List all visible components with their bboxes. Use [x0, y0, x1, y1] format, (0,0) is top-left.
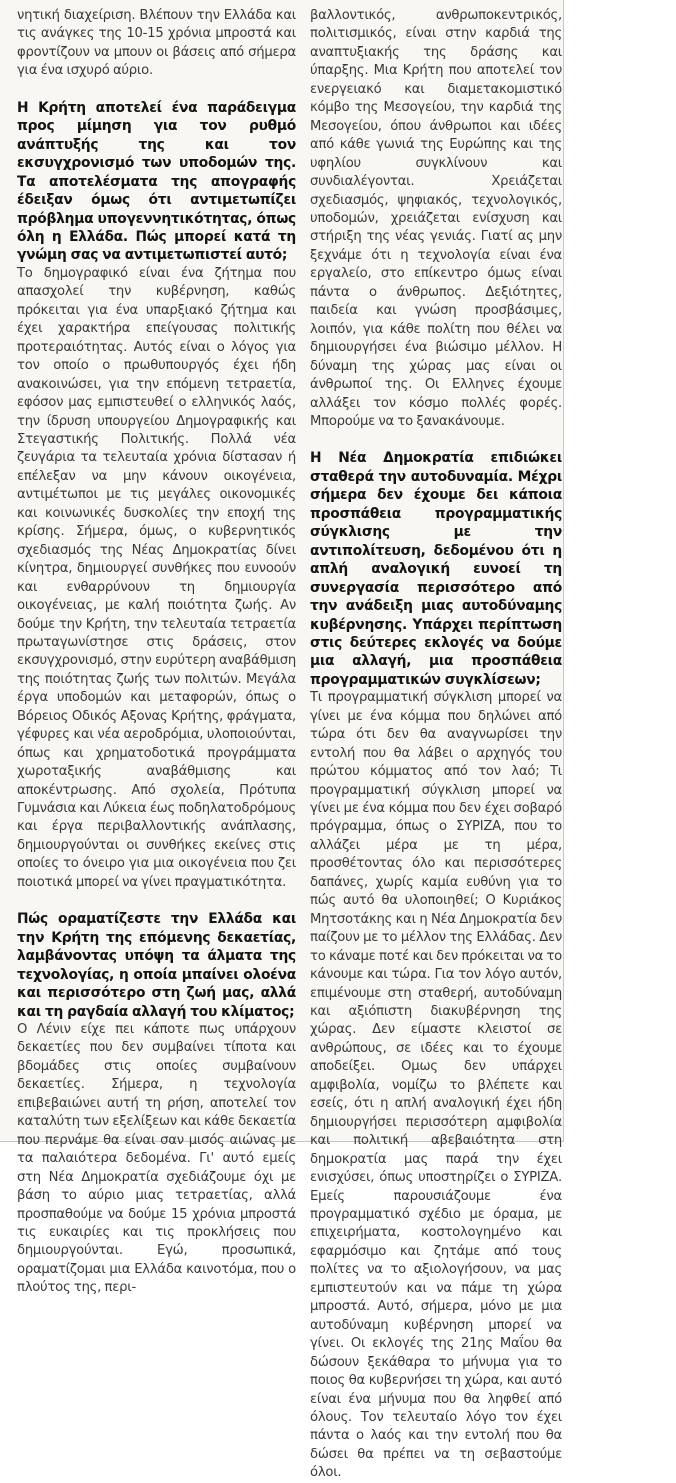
- text-column-left: [17, 7, 296, 1483]
- interview-answer-continuation: βαλλοντικός, ανθρωποκεντρικός, πολιτισμικός, είναι στην καρδιά της αναπτυξιακής της δράσης και ύπαρξης. Μια Κρήτη που αποτελεί τον ενεργειακό και διαμετακομιστικό κόμβο της Μεσογείου, την καρδιά της Μεσογείου, όπου άνθρωποι και ιδέες από κάθε γωνιά της Ευρώπης και της υφηλίου συγκλίνουν και συνδιαλέγονται. Χρειάζεται σχεδιασμός, ψηφιακός, τεχνολογικός, υποδομών, χρειάζεται ενίσχυση και στήριξη της νέας γενιάς. Γιατί ας μην ξεχνάμε ότι η τεχνολογία είναι ένα εργαλείο, στο επίκεντρο όμως είναι πάντα ο άνθρωπος. Δεξιότητες, παιδεία και γνώση προσβάσιμες, λοιπόν, για κάθε πολίτη που θέλει να δημιουργήσει ένα βιώσιμο μέλλον. Η δύναμη της χώρας μας είναι οι άνθρωποί της. Οι Ελληνες έχουμε αλλάξει τον κόσμο πολλές φορές. Μπορούμε να το ξανακάνουμε.: [310, 8, 562, 429]
- interview-question: Η Κρήτη αποτελεί ένα παράδειγμα προς μίμηση για τον ρυθμό ανάπτυξής της και τον εκσυγχρονισμό των υποδομών της. Τα αποτελέσματα της απογραφής έδειξαν όμως ότι αντιμετωπίζει πρόβλημα υπογεννητικότητας, όπως όλη η Ελλάδα. Πώς μπορεί κατά τη γνώμη σας να αντιμετωπιστεί αυτό;: [17, 99, 296, 264]
- interview-question: Πώς οραματίζεστε την Ελλάδα και την Κρήτη της επόμενης δεκαετίας, λαμβάνοντας υπόψη τα άλματα της τεχνολογίας, η οποία μπαίνει ολοένα και περισσότερο στη ζωή μας, αλλά και τη ραγδαία αλλαγή του κλίματος;: [17, 911, 296, 1020]
- interview-answer: Ο Λένιν είχε πει κάποτε πως υπάρχουν δεκαετίες που δεν συμβαίνει τίποτα και βδομάδες στις οποίες συμβαίνουν δεκαετίες. Σήμερα, η τεχνολογία επιβεβαιώνει αυτή τη ρήση, αποτελεί τον καταλύτη των εξελίξεων και κάθε δεκαετία που περνάμε θα είναι σαν μισός αιώνας με τα παλαιότερα δεδομένα. Γι' αυτό εμείς στη Νέα Δημοκρατία σχεδιάζουμε όχι με βάση το αύριο μιας τετραετίας, αλλά προσπαθούμε να δούμε 15 χρόνια μπροστά τις ευκαιρίες και τις προκλήσεις που δημιουργούνται. Εγώ, προσωπικά, οραματίζομαι μια Ελλάδα καινοτόμα, που ο πλούτος της, περι-: [17, 1022, 296, 1296]
- interview-answer: Το δημογραφικό είναι ένα ζήτημα που απασχολεί την κυβέρνηση, καθώς πρόκειται για ένα υπαρξιακό ζήτημα και έχει χαρακτήρα επείγουσας πολιτικής προτεραιότητας. Αυτός είναι ο λόγος για τον οποίο ο πρωθυπουργός έχει ήδη ανακοινώσει, για την επόμενη τετραετία, εφόσον μας εμπιστευθεί ο ελληνικός λαός, την ίδρυση υπουργείου Δημογραφικής και Στεγαστικής Πολιτικής. Πολλά νέα ζευγάρια τα τελευταία χρόνια δίστασαν ή επέλεξαν να μην κάνουν οικογένεια, αντιμέτωποι με τις μεγάλες οικονομικές και κοινωνικές δυσκολίες την εποχή της κρίσης. Σήμερα, όμως, ο κυβερνητικός σχεδιασμός της Νέας Δημοκρατίας δίνει κίνητρα, δημιουργεί συνθήκες που ευνοούν και ενθαρρύνουν τη δημιουργία οικογένειας, με καλή ποιότητα ζωής. Αν δούμε την Κρήτη, την τελευταία τετραετία πρωταγωνίστησε στις δράσεις, στον εκσυγχρονισμό, στην ευρύτερη αναβάθμιση της ποιότητας ζωής των πολιτών. Μεγάλα έργα υποδομών και μεταφορών, όπως ο Βόρειος Οδικός Αξονας Κρήτης, φράγματα, γέφυρες και νέα αεροδρόμια, υλοποιούνται, όπως και χρηματοδοτικά προγράμματα χωροταξικής αναβάθμισης και αποκέντρωσης. Από σχολεία, Πρότυπα Γυμνάσια και Λύκεια έως ποδηλατοδρόμους και έργα περιβαλλοντικής ανάπλασης, δημιουργούνται οι συνθήκες εκείνες στις οποίες το όνειρο για μια οικογένεια που ζει ποιοτικά μπορεί να γίνει πραγματικότητα.: [17, 265, 296, 890]
- interview-answer-continuation: νητική διαχείριση. Βλέπουν την Ελλάδα και τις ανάγκες της 10-15 χρόνια μπροστά και φροντίζουν να μπουν οι βάσεις από σήμερα για ένα ισχυρό αύριο.: [17, 8, 296, 79]
- interview-answer: Τι προγραμματική σύγκλιση μπορεί να γίνει με ένα κόμμα που δηλώνει από τώρα ότι δεν θα αναγνωρίσει την εντολή που θα λάβει ο αρχηγός του πρώτου κόμματος από τον λαό; Τι προγραμματική σύγκλιση μπορεί να γίνει με ένα κόμμα που δεν έχει σοβαρό πρόγραμμα, όπως ο ΣΥΡΙΖΑ, που το αλλάζει μέρα με τη μέρα, προσθέτοντας όλο και περισσότερες δαπάνες, χωρίς καμία ευθύνη για το πώς αυτό θα υλοποιηθεί; Ο Κυριάκος Μητσοτάκης και η Νέα Δημοκρατία δεν παίζουν με το μέλλον της Ελλάδας. Δεν το κάναμε ποτέ και δεν πρόκειται να το κάνουμε και τώρα. Για τον λόγο αυτόν, επιμένουμε στη σταθερή, αυτοδύναμη και αξιόπιστη διακυβέρνηση της χώρας. Δεν είμαστε κλειστοί σε ανθρώπους, σε ιδέες και το έχουμε αποδείξει. Ομως δεν υπάρχει αμφιβολία, νομίζω το βλέπετε και εσείς, ότι η απλή αναλογική έχει ήδη δημιουργήσει περισσότερη αμφιβολία και πολιτική αβεβαιότητα στη δημοκρατία μας παρά την έχει ενισχύσει, όπως υποστηρίζει ο ΣΥΡΙΖΑ. Εμείς παρουσιάζουμε ένα προγραμματικό σχέδιο με όραμα, με επιχειρήματα, κοστολογημένο και εφαρμόσιμο και ζητάμε από τους πολίτες να το αξιολογήσουν, να μας εμπιστευτούν και να πάμε τη χώρα μπροστά. Αυτό, σήμερα, μόνο με μια αυτοδύναμη κυβέρνηση μπορεί να γίνει. Οι εκλογές της 21ης Μαΐου θα δώσουν ξεκάθαρα το μήνυμα για το ποιος θα κυβερνήσει τη χώρα, και αυτό είναι ένα μήνυμα που θα ληφθεί από όλους. Τον τελευταίο λόγο τον έχει πάντα ο λαός και την εντολή που θα δώσει θα πρέπει να τη σεβαστούμε όλοι.: [310, 690, 562, 1481]
- interview-question: Η Νέα Δημοκρατία επιδιώκει σταθερά την αυτοδυναμία. Μέχρι σήμερα δεν έχουμε δει κάποια προσπάθεια προγραμματικής σύγκλισης με την αντιπολίτευση, δεδομένου ότι η απλή αναλογική ευνοεί τη συνεργασία περισσότερο από την ανάδειξη μιας αυτοδύναμης κυβέρνησης. Υπάρχει περίπτωση στις δεύτερες εκλογές να δούμε μια αλλαγή, μια προσπάθεια προγραμματικών συγκλίσεων;: [310, 450, 562, 688]
- text-column-right: [310, 7, 562, 1483]
